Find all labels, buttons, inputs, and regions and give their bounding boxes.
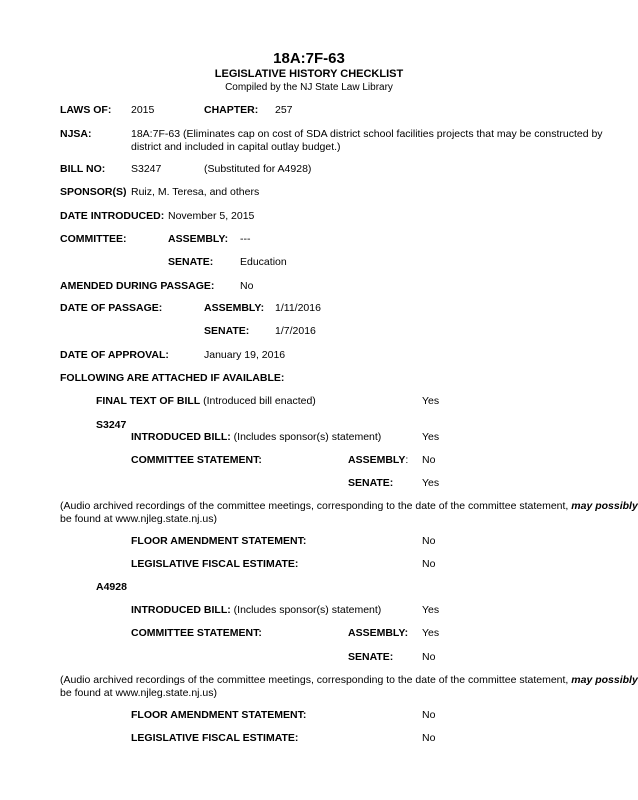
laws-of-value: 2015 [131,104,155,116]
final-text-row [96,395,316,407]
compiled-by: Compiled by the NJ State Law Library [225,82,393,93]
approval-value: January 19, 2016 [204,349,286,361]
a4928-audio-note-line1 [60,674,638,686]
date-introduced-label: DATE INTRODUCED: [60,210,165,222]
final-text-value: Yes [422,395,440,407]
date-introduced-value: November 5, 2015 [168,210,255,222]
a4928-audio-note-line2: be found at www.njleg.state.nj.us) [60,687,218,699]
passage-senate-label: SENATE: [204,325,250,337]
attached-heading: FOLLOWING ARE ATTACHED IF AVAILABLE: [60,372,285,384]
s3247-audio-note-emphasis: may possibly [571,500,638,512]
a4928-assembly-label: ASSEMBLY: [348,627,409,639]
a4928-introduced-label: INTRODUCED BILL: [131,604,231,616]
s3247-heading: S3247 [96,419,127,431]
a4928-senate-label: SENATE: [348,651,394,663]
passage-assembly-value: 1/11/2016 [275,302,321,314]
sponsors-value: Ruiz, M. Teresa, and others [131,186,260,198]
a4928-floor-label: FLOOR AMENDMENT STATEMENT: [131,709,307,721]
s3247-introduced-note: (Includes sponsor(s) statement) [230,431,382,443]
s3247-introduced-label: INTRODUCED BILL: [131,431,231,443]
passage-senate-value: 1/7/2016 [275,325,316,337]
committee-label: COMMITTEE: [60,233,127,245]
a4928-assembly-value: Yes [422,627,440,639]
statute-title: 18A:7F-63 [273,50,345,67]
committee-senate-label: SENATE: [168,256,214,268]
a4928-introduced-row [131,604,381,616]
a4928-fiscal-label: LEGISLATIVE FISCAL ESTIMATE: [131,732,299,744]
s3247-assembly-colon: : [405,454,409,466]
a4928-heading: A4928 [96,581,127,593]
s3247-senate-label: SENATE: [348,477,394,489]
a4928-senate-value: No [422,651,436,663]
a4928-introduced-note: (Includes sponsor(s) statement) [230,604,382,616]
passage-assembly-label: ASSEMBLY: [204,302,265,314]
s3247-introduced-value: Yes [422,431,440,443]
chapter-value: 257 [275,104,293,116]
s3247-fiscal-label: LEGISLATIVE FISCAL ESTIMATE: [131,558,299,570]
s3247-assembly-row [348,454,408,466]
s3247-introduced-row [131,431,381,443]
s3247-senate-value: Yes [422,477,440,489]
s3247-floor-value: No [422,535,436,547]
s3247-floor-label: FLOOR AMENDMENT STATEMENT: [131,535,307,547]
final-text-note: (Introduced bill enacted) [200,395,316,407]
a4928-committee-label: COMMITTEE STATEMENT: [131,627,262,639]
a4928-introduced-value: Yes [422,604,440,616]
a4928-floor-value: No [422,709,436,721]
amended-label: AMENDED DURING PASSAGE: [60,280,215,292]
laws-of-label: LAWS OF: [60,104,112,116]
committee-assembly-value: --- [240,233,251,245]
substituted-for: (Substituted for A4928) [204,163,312,175]
njsa-text-line1: 18A:7F-63 (Eliminates cap on cost of SDA district school facilities projects that may be constructed by [131,128,603,140]
njsa-text-line2: district and included in capital outlay budget.) [131,141,341,153]
s3247-audio-note-line1 [60,500,638,512]
s3247-fiscal-value: No [422,558,436,570]
a4928-audio-note-text: (Audio archived recordings of the committee meetings, corresponding to the date of the committee statement, [60,674,572,686]
committee-assembly-label: ASSEMBLY: [168,233,229,245]
njsa-label: NJSA: [60,128,92,140]
approval-label: DATE OF APPROVAL: [60,349,169,361]
s3247-assembly-value: No [422,454,436,466]
checklist-title: LEGISLATIVE HISTORY CHECKLIST [214,68,404,80]
bill-no-value: S3247 [131,163,162,175]
s3247-committee-label: COMMITTEE STATEMENT: [131,454,262,466]
s3247-audio-note-text: (Audio archived recordings of the committee meetings, corresponding to the date of the committee statement, [60,500,572,512]
s3247-assembly-label: ASSEMBLY [348,454,406,466]
passage-label: DATE OF PASSAGE: [60,302,163,314]
s3247-audio-note-line2: be found at www.njleg.state.nj.us) [60,513,218,525]
a4928-fiscal-value: No [422,732,436,744]
chapter-label: CHAPTER: [204,104,259,116]
committee-senate-value: Education [240,256,287,268]
final-text-label: FINAL TEXT OF BILL [96,395,201,407]
bill-no-label: BILL NO: [60,163,106,175]
amended-value: No [240,280,254,292]
sponsors-label: SPONSOR(S) [60,186,127,198]
a4928-audio-note-emphasis: may possibly [571,674,638,686]
